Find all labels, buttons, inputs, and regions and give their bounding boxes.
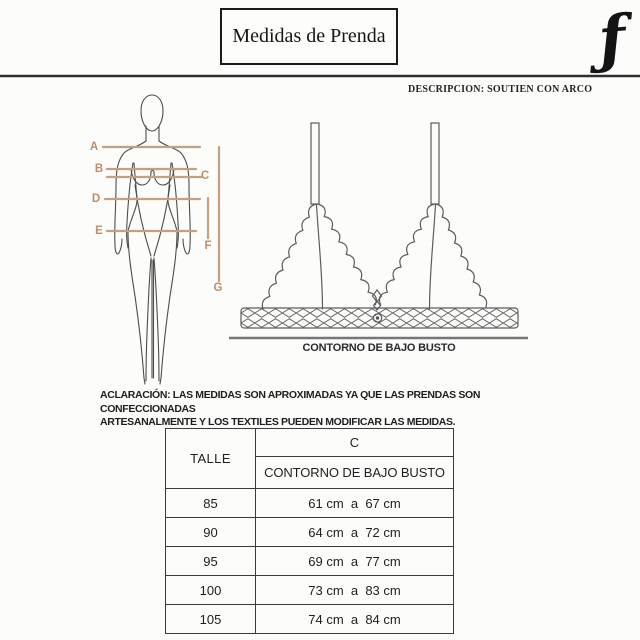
range-cell: 64 cm a 72 cm [256, 518, 454, 547]
underbust-caption: CONTORNO DE BAJO BUSTO [302, 342, 456, 354]
measure-letter-f: F [204, 240, 212, 252]
measure-letter-d: D [91, 193, 101, 205]
brand-logo-icon: ƒ [595, 0, 629, 76]
measurement-lines [103, 147, 219, 281]
measure-letter-a: A [89, 141, 99, 153]
size-cell: 100 [166, 576, 256, 605]
table-row [166, 547, 454, 576]
range-cell: 74 cm a 84 cm [256, 605, 454, 634]
disclaimer-line-2: ARTESANALMENTE Y LOS TEXTILES PUEDEN MODIFICAR LAS MEDIDAS. [100, 416, 456, 428]
col-header-letter-c: C [256, 429, 454, 457]
size-table-container [165, 428, 454, 634]
bra-drawing [241, 123, 518, 328]
page-title: Medidas de Prenda [232, 25, 386, 47]
measure-letter-e: E [95, 225, 103, 237]
range-cell: 73 cm a 83 cm [256, 576, 454, 605]
range-cell: 61 cm a 67 cm [256, 489, 454, 518]
table-header-row [166, 429, 454, 457]
size-cell: 105 [166, 605, 256, 634]
measure-letter-g: G [213, 282, 223, 294]
body-figure-drawing [115, 95, 191, 384]
table-row [166, 605, 454, 634]
table-row [166, 576, 454, 605]
table-row [166, 518, 454, 547]
title-box [220, 8, 398, 65]
size-cell: 85 [166, 489, 256, 518]
disclaimer-text [100, 389, 540, 430]
size-table [165, 428, 454, 634]
size-cell: 90 [166, 518, 256, 547]
col-header-underbust: CONTORNO DE BAJO BUSTO [256, 457, 454, 489]
table-row [166, 489, 454, 518]
measure-letter-b: B [94, 163, 104, 175]
description-label: DESCRIPCION: SOUTIEN CON ARCO [408, 84, 593, 95]
col-header-talle: TALLE [166, 429, 256, 489]
size-cell: 95 [166, 547, 256, 576]
disclaimer-line-1: ACLARACIÓN: LAS MEDIDAS SON APROXIMADAS YA QUE LAS PRENDAS SON CONFECCIONADAS [100, 389, 481, 415]
range-cell: 69 cm a 77 cm [256, 547, 454, 576]
measure-letter-c: C [200, 170, 210, 182]
